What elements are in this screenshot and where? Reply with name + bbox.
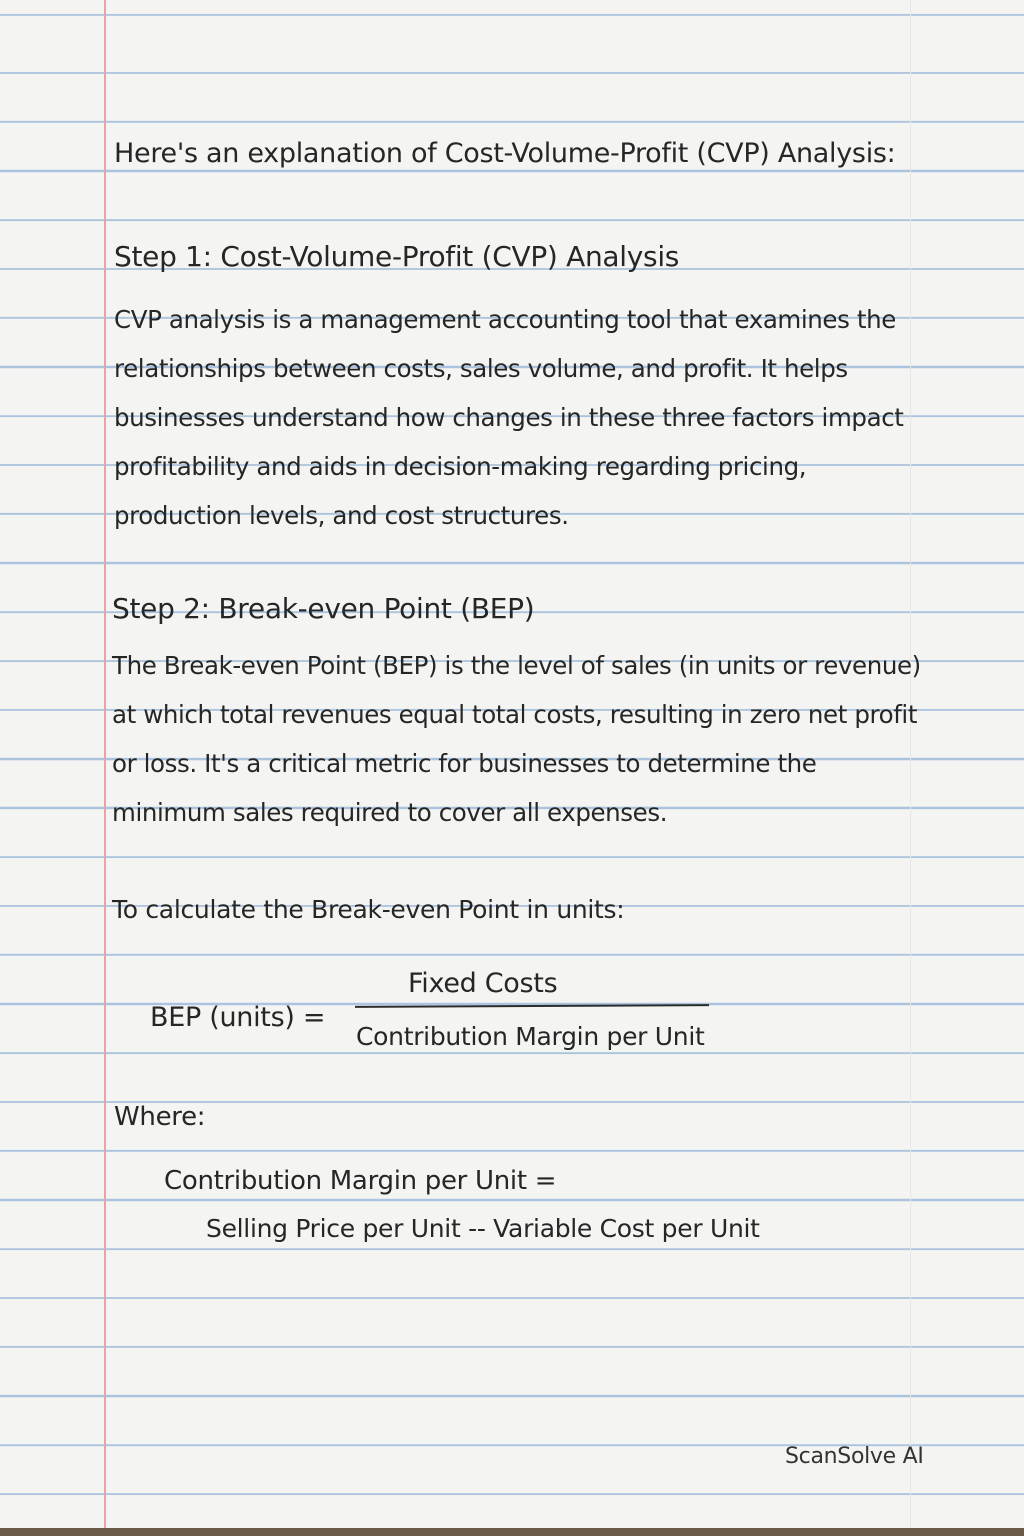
formula-denominator: Contribution Margin per Unit [356, 1022, 705, 1051]
step1-line: profitability and aids in decision-making regarding pricing, [114, 452, 807, 481]
step2-line: minimum sales required to cover all expenses. [112, 798, 668, 827]
watermark: ScanSolve AI [785, 1444, 924, 1469]
margin-line [104, 0, 106, 1528]
step2-paragraph [112, 647, 921, 843]
step2-line: or loss. It's a critical metric for businesses to determine the [112, 749, 817, 778]
step1-line: CVP analysis is a management accounting tool that examines the [114, 305, 896, 334]
step2-line: The Break-even Point (BEP) is the level of sales (in units or revenue) [112, 651, 921, 680]
step1-line: production levels, and cost structures. [114, 501, 569, 530]
fraction-bar [355, 1004, 709, 1008]
formula-lhs: BEP (units) = [150, 1002, 326, 1033]
formula-numerator: Fixed Costs [408, 968, 558, 999]
step1-line: businesses understand how changes in these three factors impact [114, 403, 904, 432]
step1-heading: Step 1: Cost-Volume-Profit (CVP) Analysis [114, 240, 680, 273]
where-label: Where: [114, 1102, 206, 1132]
step2-heading: Step 2: Break-even Point (BEP) [112, 592, 535, 625]
contribution-margin-expression: Selling Price per Unit -- Variable Cost per Unit [206, 1214, 760, 1243]
step1-paragraph [114, 301, 903, 546]
intro-text: Here's an explanation of Cost-Volume-Profit (CVP) Analysis: [114, 138, 896, 169]
step1-line: relationships between costs, sales volume, and profit. It helps [114, 354, 848, 383]
contribution-margin-definition: Contribution Margin per Unit = [164, 1166, 557, 1196]
step2-line: at which total revenues equal total costs, resulting in zero net profit [112, 700, 918, 729]
calc-intro: To calculate the Break-even Point in units: [112, 895, 625, 924]
